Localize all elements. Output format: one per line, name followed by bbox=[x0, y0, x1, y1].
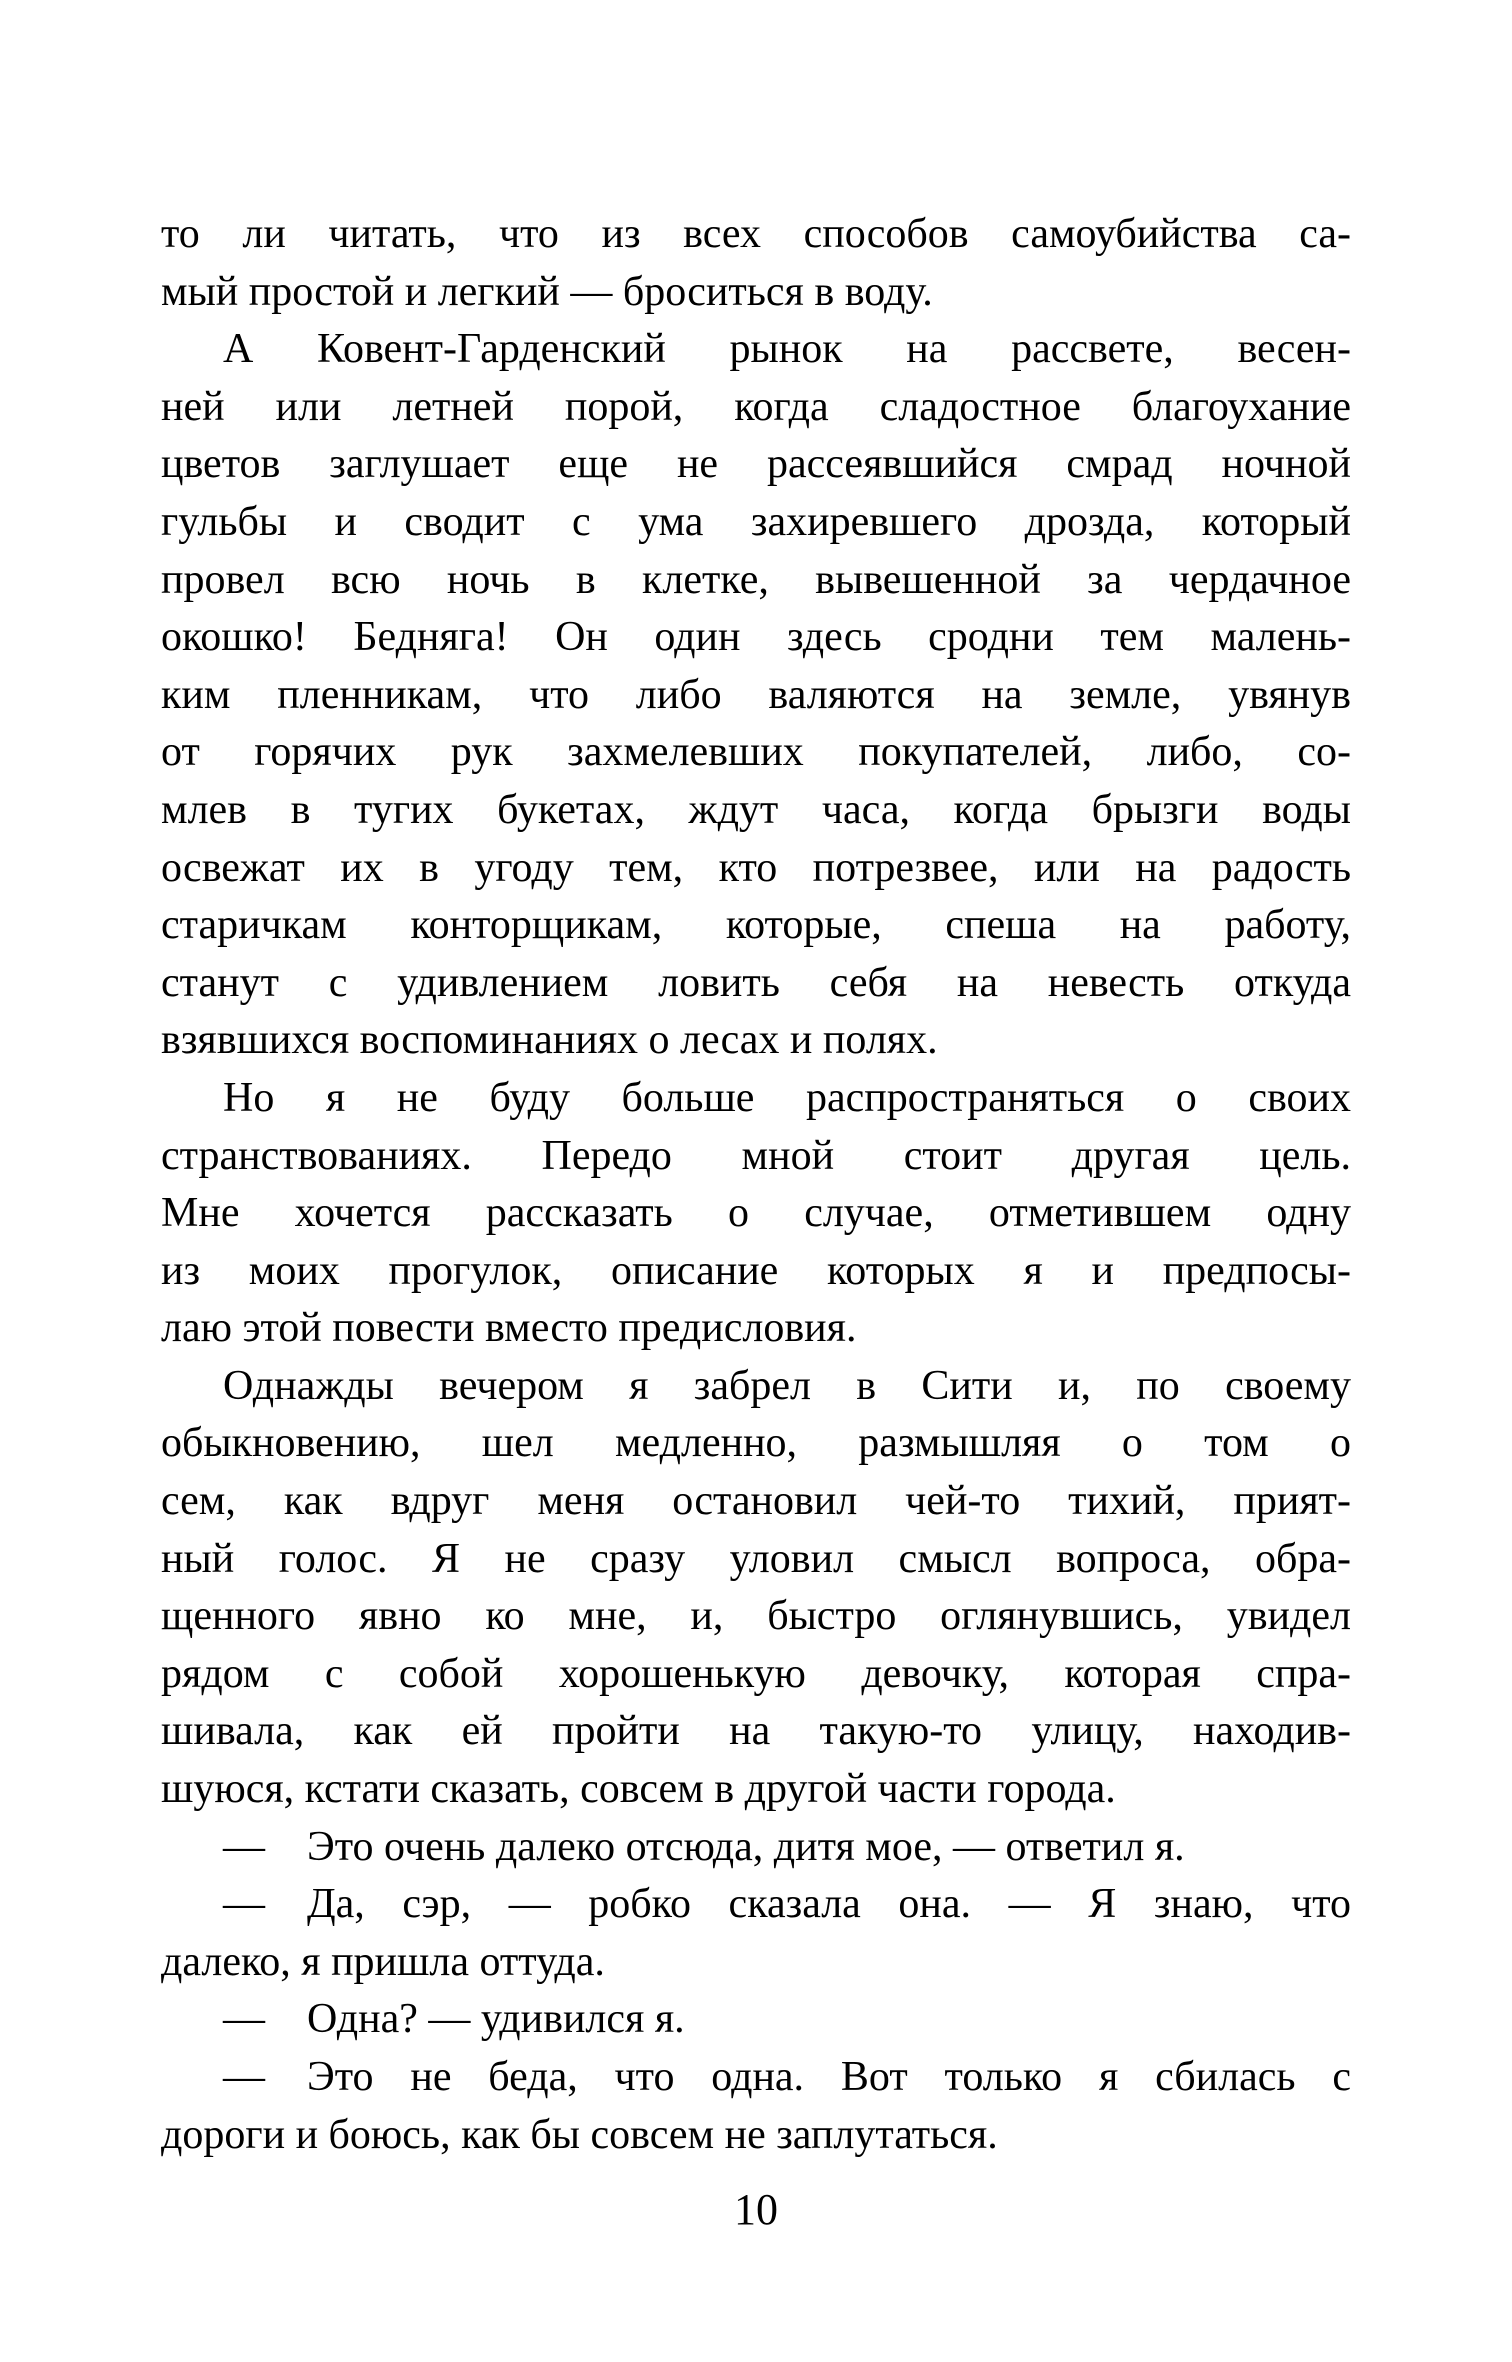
text-line: А Ковент-Гарденский рынок на рассвете, весен- bbox=[223, 326, 1351, 373]
page-number: 10 bbox=[734, 2185, 778, 2234]
text-line: станут с удивлением ловить себя на невесть откуда bbox=[161, 959, 1351, 1006]
text-line: странствованиях. Передо мной стоит другая цель. bbox=[161, 1132, 1351, 1179]
text-line: — Да, сэр, — робко сказала она. — Я знаю, что bbox=[223, 1881, 1351, 1928]
text-line: щенного явно ко мне, и, быстро оглянувшись, увидел bbox=[161, 1593, 1351, 1640]
text-line: ким пленникам, что либо валяются на земле, увянув bbox=[161, 671, 1351, 718]
text-line: то ли читать, что из всех способов самоубийства са- bbox=[161, 211, 1351, 257]
text-line: шивала, как ей пройти на такую-то улицу, находив- bbox=[161, 1708, 1351, 1755]
paragraph bbox=[161, 321, 1351, 1070]
text-line: — Одна? — удивился я. bbox=[223, 1996, 685, 2043]
text-line: взявшихся воспоминаниях о лесах и полях. bbox=[161, 1017, 938, 1064]
text-line: дороги и боюсь, как бы совсем не заплутаться. bbox=[161, 2111, 998, 2158]
text-line: Мне хочется рассказать о случае, отметившем одну bbox=[161, 1190, 1351, 1237]
text-line: окошко! Бедняга! Он один здесь сродни тем малень- bbox=[161, 614, 1351, 661]
paragraph bbox=[161, 1819, 1351, 1877]
text-line: — Это не беда, что одна. Вот только я сбилась с bbox=[223, 2054, 1351, 2100]
text-line: от горячих рук захмелевших покупателей, либо, со- bbox=[161, 729, 1351, 776]
text-line: сем, как вдруг меня остановил чей-то тихий, прият- bbox=[161, 1478, 1351, 1525]
text-block bbox=[161, 206, 1351, 2164]
text-line: далеко, я пришла оттуда. bbox=[161, 1938, 605, 1985]
text-line: Но я не буду больше распространяться о своих bbox=[223, 1074, 1351, 1121]
paragraph bbox=[161, 1358, 1351, 1819]
text-line: старичкам конторщикам, которые, спеша на работу, bbox=[161, 902, 1351, 949]
text-line: млев в тугих букетах, ждут часа, когда брызги воды bbox=[161, 786, 1351, 833]
text-line: шуюся, кстати сказать, совсем в другой части города. bbox=[161, 1766, 1116, 1813]
paragraph bbox=[161, 1876, 1351, 1991]
text-line: — Это очень далеко отсюда, дитя мое, — ответил я. bbox=[223, 1823, 1185, 1870]
paragraph bbox=[161, 1991, 1351, 2049]
text-line: обыкновению, шел медленно, размышляя о том о bbox=[161, 1420, 1351, 1467]
text-line: ный голос. Я не сразу уловил смысл вопроса, обра- bbox=[161, 1535, 1351, 1582]
text-line: из моих прогулок, описание которых я и предпосы- bbox=[161, 1247, 1351, 1294]
text-line: лаю этой повести вместо предисловия. bbox=[161, 1305, 857, 1352]
text-line: цветов заглушает еще не рассеявшийся смрад ночной bbox=[161, 441, 1351, 488]
paragraph bbox=[161, 2049, 1351, 2164]
text-line: рядом с собой хорошенькую девочку, которая спра- bbox=[161, 1650, 1351, 1697]
text-line: освежат их в угоду тем, кто потрезвее, или на радость bbox=[161, 844, 1351, 891]
text-line: мый простой и легкий — броситься в воду. bbox=[161, 268, 933, 315]
text-line: Однажды вечером я забрел в Сити и, по своему bbox=[223, 1362, 1351, 1409]
text-line: гульбы и сводит с ума захиревшего дрозда, который bbox=[161, 498, 1351, 545]
text-line: ней или летней порой, когда сладостное благоухание bbox=[161, 383, 1351, 430]
text-line: провел всю ночь в клетке, вывешенной за чердачное bbox=[161, 556, 1351, 603]
paragraph bbox=[161, 206, 1351, 321]
paragraph bbox=[161, 1070, 1351, 1358]
